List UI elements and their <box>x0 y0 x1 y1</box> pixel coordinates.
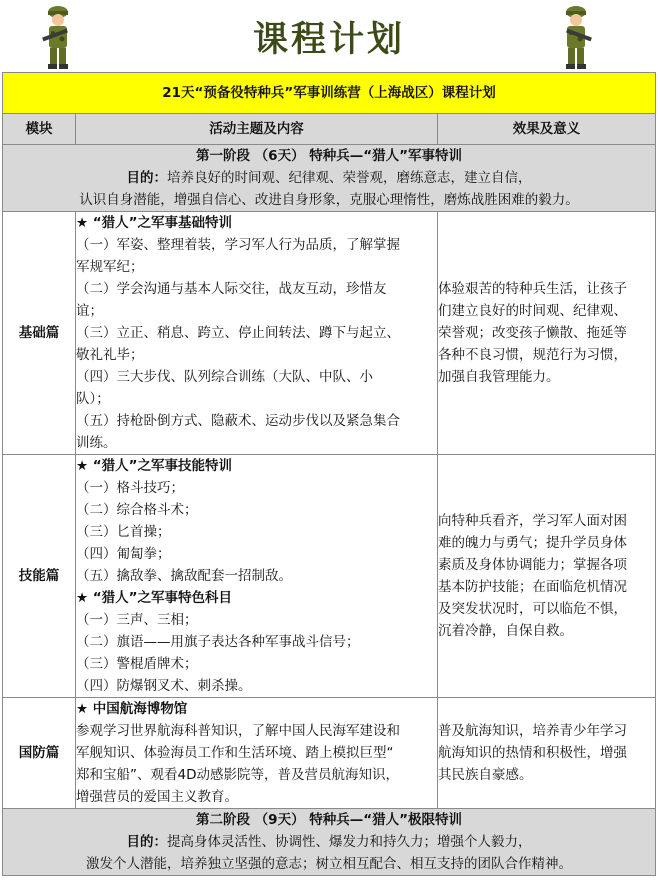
list-item: （三）匕首操； <box>76 524 171 540</box>
effect-line: 普及航海知识，培养青少年学习 <box>438 723 627 739</box>
stage-2-goal-line-1 <box>3 831 655 853</box>
table-row-basic <box>3 212 656 455</box>
list-item: （二）综合格斗术； <box>76 502 198 518</box>
list-item: （四）三大步伐、队列综合训练（大队、中队、小 <box>76 369 373 385</box>
stage-1-goal-text-2: 认识自身潜能，增强自信心、改进自身形象，克服心理惰性，磨炼战胜困难的毅力。 <box>79 192 579 208</box>
list-item: （一）军姿、整理着装，学习军人行为品质，了解掌握 <box>76 237 400 253</box>
effect-line: 各种不良习惯，规范行为习惯， <box>438 347 627 363</box>
effect-line: 荣誉观；改变孩子懒散、拖延等 <box>438 325 627 341</box>
defense-heading: ★ 中国航海博物馆 <box>76 701 188 717</box>
effect-line: 及突发状况时，可以临危不惧， <box>438 601 627 617</box>
list-item: 郑和宝船”、观看4D动感影院等，普及营员航海知识， <box>76 767 399 783</box>
module-basic: 基础篇 <box>3 212 76 455</box>
stage-1-goal-label: 目的： <box>126 170 168 186</box>
effect-line: 航海知识的热情和积极性，增强 <box>438 745 627 761</box>
effect-line: 基本防护技能；在面临危机情况 <box>438 579 627 595</box>
stage-2-goal-label: 目的： <box>126 834 168 850</box>
list-item: 军规军纪； <box>76 259 144 275</box>
effect-line: 加强自我管理能力。 <box>438 369 560 385</box>
stage-1-cell <box>3 145 656 212</box>
list-item: （四）防爆钢叉术、刺杀操。 <box>76 678 252 694</box>
list-item: （五）擒敌拳、擒敌配套一招制敌。 <box>76 568 292 584</box>
list-item: （四）匍匐拳； <box>76 546 171 562</box>
stage-2-goal-text-1: 提高身体灵活性、协调性、爆发力和持久力；增强个人毅力， <box>167 834 532 850</box>
stage-2-title: 第二阶段 （9天） 特种兵—“猎人”极限特训 <box>195 812 463 828</box>
effect-line: 难的魄力与勇气；提升学员身体 <box>438 535 627 551</box>
header-effect: 效果及意义 <box>438 114 656 145</box>
list-item: （二）学会沟通与基本人际交往，战友互动，珍惜友 <box>76 281 387 297</box>
content-defense <box>76 698 438 809</box>
module-defense: 国防篇 <box>3 698 76 809</box>
stage-2-cell <box>3 809 656 876</box>
effect-line: 其民族自豪感。 <box>438 767 533 783</box>
stage-1-goal-text-1: 培养良好的时间观、纪律观、荣誉观，磨练意志，建立自信， <box>167 170 532 186</box>
content-basic <box>76 212 438 455</box>
module-skill: 技能篇 <box>3 455 76 698</box>
stage-1-goal-line-1 <box>3 167 655 189</box>
stage-2-row <box>3 809 656 876</box>
effect-basic <box>438 212 656 455</box>
effect-skill <box>438 455 656 698</box>
list-item: （五）持枪卧倒方式、隐蔽术、运动步伐以及紧急集合 <box>76 413 400 429</box>
soldier-icon <box>556 3 596 73</box>
list-item: （三）立正、稍息、跨立、停止间转法、蹲下与起立、 <box>76 325 400 341</box>
list-item: （三）警棍盾牌术； <box>76 656 198 672</box>
table-row-defense <box>3 698 656 809</box>
header-row <box>3 114 656 145</box>
content-skill <box>76 455 438 698</box>
table-title-row <box>3 73 656 114</box>
list-item: 队）； <box>76 391 110 407</box>
effect-line: 向特种兵看齐，学习军人面对困 <box>438 513 627 529</box>
stage-2-goal-text-2: 激发个人潜能，培养独立坚强的意志；树立相互配合、相互支持的团队合作精神。 <box>86 856 573 872</box>
list-item: （一）格斗技巧； <box>76 480 184 496</box>
list-item: 敬礼礼毕； <box>76 347 144 363</box>
list-item: 训练。 <box>76 435 117 451</box>
skill-heading-1: ★ “猎人”之军事技能特训 <box>76 458 233 474</box>
header-content: 活动主题及内容 <box>76 114 438 145</box>
effect-line: 们建立良好的时间观、纪律观、 <box>438 303 627 319</box>
effect-line: 体验艰苦的特种兵生活，让孩子 <box>438 281 627 297</box>
stage-1-title: 第一阶段 （6天） 特种兵—“猎人”军事特训 <box>195 148 463 164</box>
table-title: 21天“预备役特种兵”军事训练营（上海战区）课程计划 <box>3 73 656 114</box>
effect-line: 沉着冷静，自保自救。 <box>438 623 573 639</box>
page-title: 课程计划 <box>252 20 405 60</box>
list-item: 参观学习世界航海科普知识，了解中国人民海军建设和 <box>76 723 400 739</box>
stage-1-row <box>3 145 656 212</box>
effect-defense <box>438 698 656 809</box>
basic-heading: ★ “猎人”之军事基础特训 <box>76 215 233 231</box>
course-plan-table <box>2 72 656 876</box>
header-module: 模块 <box>3 114 76 145</box>
skill-heading-2: ★ “猎人”之军事特色科目 <box>76 590 233 606</box>
list-item: （一）三声、三相； <box>76 612 198 628</box>
list-item: 军舰知识、体验海员工作和生活环境、踏上模拟巨型“ <box>76 745 394 761</box>
table-row-skill <box>3 455 656 698</box>
list-item: 增强营员的爱国主义教育。 <box>76 789 238 805</box>
list-item: （二）旗语——用旗子表达各种军事战斗信号； <box>76 634 360 650</box>
list-item: 谊； <box>76 303 103 319</box>
effect-line: 素质及身体协调能力；掌握各项 <box>438 557 627 573</box>
title-bar <box>0 0 658 72</box>
